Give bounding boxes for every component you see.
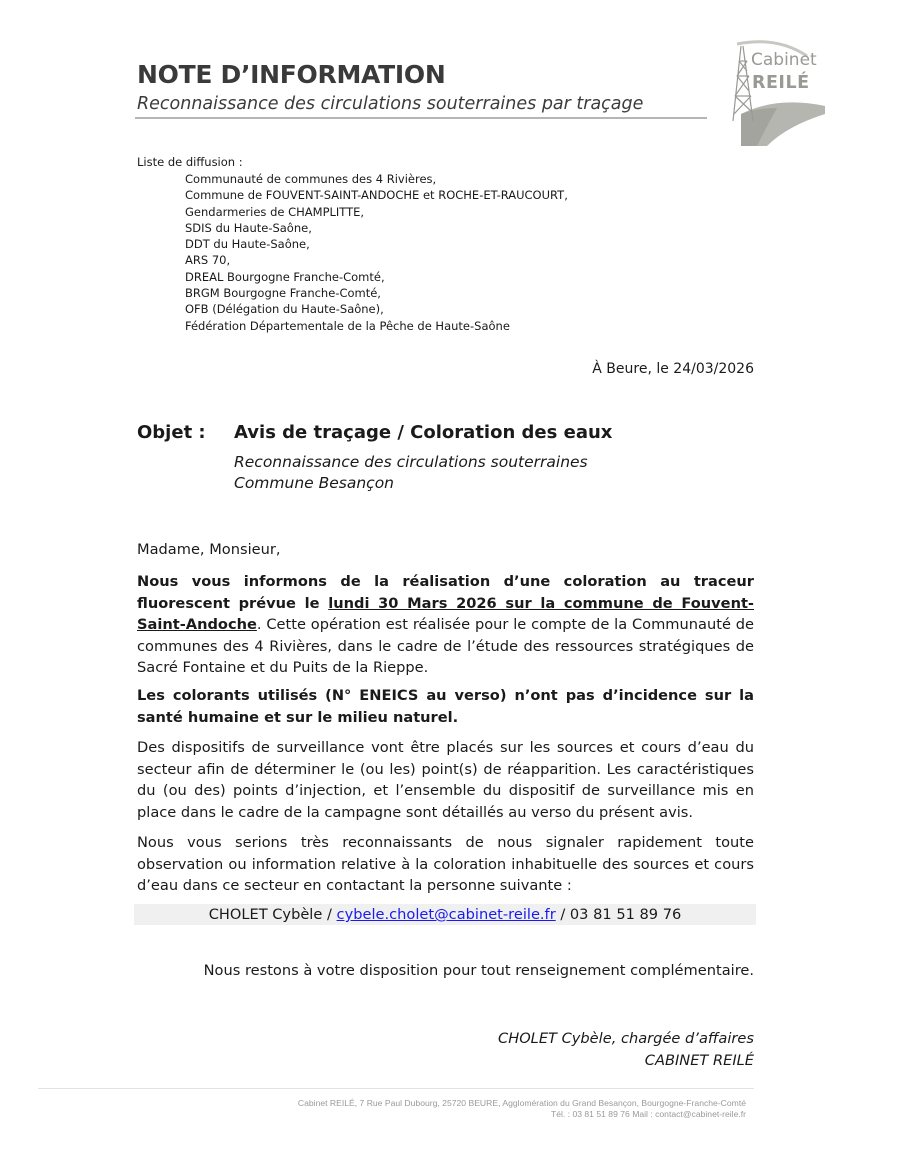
objet-commune: Commune Besançon (234, 474, 395, 492)
diffusion-item: OFB (Délégation du Haute-Saône), (185, 302, 384, 317)
diffusion-list (185, 171, 568, 334)
dye-safety-text: Les colorants utilisés (N° ENEICS au verso) n’ont pas d’incidence sur la santé humaine et sur le milieu naturel. (137, 687, 754, 726)
diffusion-list-label: Liste de diffusion : (137, 155, 243, 169)
diffusion-item: SDIS du Haute-Saône, (185, 220, 312, 235)
contact-name: CHOLET Cybèle / (208, 906, 337, 923)
announcement-rest: . Cette opération est réalisée pour le compte de la Communauté de communes des 4 Rivières, dans le cadre de l’étude des ressources stratégiques de Sacré Fontaine et du Puits de la Rieppe. (137, 616, 754, 677)
contact-box (134, 904, 756, 925)
objet-title: Avis de traçage / Coloration des eaux (234, 422, 613, 443)
paragraph-announcement (137, 571, 754, 679)
diffusion-item: Fédération Départementale de la Pêche de Haute-Saône (185, 318, 510, 333)
objet-label: Objet : (137, 422, 206, 443)
footer-divider (38, 1088, 754, 1089)
diffusion-item: DDT du Haute-Saône, (185, 237, 310, 252)
footer-contact: Tél. : 03 81 51 89 76 Mail : contact@cabinet-reile.fr (550, 1109, 746, 1119)
diffusion-item: Communauté de communes des 4 Rivières, (185, 172, 437, 186)
contact-phone: / 03 81 51 89 76 (555, 906, 682, 923)
paragraph-dye-safety (137, 685, 754, 728)
logo-text-reile: REILÉ (752, 73, 810, 93)
date-line: À Beure, le 24/03/2026 (592, 361, 754, 377)
announcement-bold: Nous vous informons de la réalisation d’une coloration au traceur fluorescent prévue le (137, 573, 754, 612)
closing-line: Nous restons à votre disposition pour tout renseignement complémentaire. (203, 962, 754, 979)
paragraph-request: Nous vous serions très reconnaissants de nous signaler rapidement toute observation ou information relative à la coloration inhabituelle des sources et cours d’eau dans ce secteur en contactant la personne suivante : (137, 834, 754, 895)
diffusion-item: DREAL Bourgogne Franche-Comté, (185, 269, 385, 284)
footer-address: Cabinet REILÉ, 7 Rue Paul Dubourg, 25720 BEURE, Agglomération du Grand Besançon, Bourgogne-Franche-Comté (297, 1098, 746, 1108)
signature-company: CABINET REILÉ (644, 1052, 754, 1069)
diffusion-item: Gendarmeries de CHAMPLITTE, (185, 204, 365, 219)
document-subtitle: Reconnaissance des circulations souterraines par traçage (137, 94, 644, 114)
diffusion-item: Commune de FOUVENT-SAINT-ANDOCHE et ROCHE-ET-RAUCOURT, (185, 188, 568, 203)
diffusion-item: BRGM Bourgogne Franche-Comté, (185, 286, 381, 301)
document-title: NOTE D’INFORMATION (137, 60, 446, 89)
header-divider (135, 117, 707, 119)
announcement-date-location: lundi 30 Mars 2026 sur la commune de Fouvent-Saint-Andoche (137, 594, 754, 634)
signature-name: CHOLET Cybèle, chargée d’affaires (498, 1030, 754, 1047)
contact-email-link[interactable]: cybele.cholet@cabinet-reile.fr (336, 906, 556, 923)
logo-text-cabinet: Cabinet (751, 50, 817, 70)
objet-subtitle: Reconnaissance des circulations souterraines (234, 453, 588, 471)
paragraph-monitoring: Des dispositifs de surveillance vont être placés sur les sources et cours d’eau du secteur afin de déterminer le (ou les) point(s) de réapparition. Les caractéristiques du (ou des) points d’injection, et l’ensemble du dispositif de surveillance mis en place dans le cadre de la campagne sont détaillés au verso du présent avis. (137, 739, 754, 821)
salutation: Madame, Monsieur, (137, 541, 281, 558)
diffusion-item: ARS 70, (185, 253, 231, 268)
